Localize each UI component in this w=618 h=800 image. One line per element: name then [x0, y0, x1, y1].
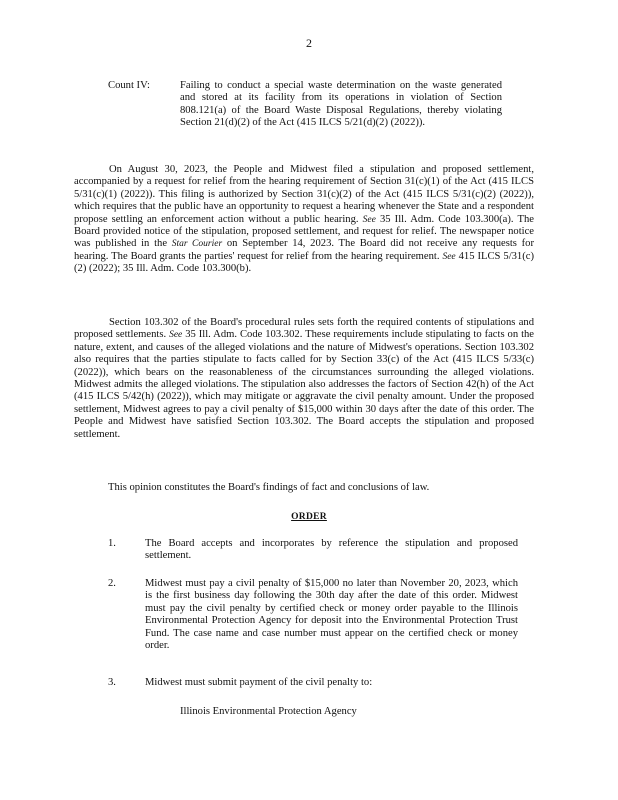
paragraph-filing-text-a: On August 30, 2023, the People and Midwest filed a stipulation and proposed settlement, accompanied by a request for relief from the hearing requirement of Section 31(c)(1) of the Act (415 ILCS 5/31(c)(1) (2022)). This filing is authorized by Section 31(c)(2) of the Act (415 ILCS 5/31(c)(2) (2022)), which requires that the public have an opportunity to request a hearing whenever the State and a respondent propose settling an enforcement action without a public hearing. — [74, 164, 534, 225]
count-text: Failing to conduct a special waste determination on the waste generated and stored at its facility from its operations in violation of Section 808.121(a) of the Board Waste Disposal Regulations, thereby violating Section 21(d)(2) of the Act (415 ILCS 5/21(d)(2) (2022)). — [180, 80, 502, 129]
order-item-number: 3. — [108, 677, 116, 688]
see-citation: See — [169, 330, 183, 341]
paragraph-filing-text-d: 415 ILCS 5/31(c)(2) (2022); 35 Ill. Adm. Code 103.300(b). — [74, 250, 534, 275]
paragraph-opinion: This opinion constitutes the Board's findings of fact and conclusions of law. — [108, 482, 430, 493]
see-citation: See — [362, 214, 376, 225]
count-label: Count IV: — [108, 80, 150, 91]
paragraph-rules-text-b: 35 Ill. Adm. Code 103.302. These requirements include stipulating to facts on the nature, extent, and causes of the alleged violations and the nature of Midwest's operations. Section 103.302 also requires that the parties stipulate to facts called for by Section 33(c) of the Act (415 ILCS 5/33(c) (2022)), which bears on the reasonableness of the circumstances surrounding the alleged violations. Midwest admits the alleged violations. The stipulation also addresses the factors of Section 42(h) of the Act (415 ILCS 5/42(h) (2022)), which may mitigate or aggravate the civil penalty amount. Under the proposed settlement, Midwest agrees to pay a civil penalty of $15,000 within 30 days after the date of this order. The People and Midwest have satisfied Section 103.302. The Board accepts the stipulation and proposed settlement. — [74, 329, 535, 440]
order-item-number: 1. — [108, 538, 116, 549]
order-item-text: Midwest must pay a civil penalty of $15,000 no later than November 20, 2023, which is the first business day following the 30th day after the date of this order. Midwest must pay the civil penalty by certified check or money order payable to the Illinois Environmental Protection Agency for deposit into the Environmental Protection Trust Fund. The case name and case number must appear on the certified check or money order. — [145, 578, 518, 652]
paragraph-rules-text-a: Section 103.302 of the Board's procedural rules sets forth the required contents of stipulations and proposed settlements. — [74, 317, 534, 341]
paragraph-procedural-rules — [74, 317, 534, 441]
order-heading-text: ORDER — [291, 512, 327, 522]
see-citation: See — [442, 251, 456, 262]
order-heading — [0, 511, 618, 523]
paragraph-filing-text-b: 35 Ill. Adm. Code 103.300(a). The Board provided notice of the stipulation, proposed settlement, and request for relief. The newspaper notice was published in the — [74, 213, 534, 250]
order-item-number: 2. — [108, 578, 116, 589]
page-number: 2 — [306, 36, 312, 50]
agency-address-line: Illinois Environmental Protection Agency — [180, 706, 357, 717]
order-item-text: Midwest must submit payment of the civil penalty to: — [145, 677, 373, 688]
paragraph-filing — [74, 164, 534, 276]
newspaper-name: Star Courier — [171, 239, 223, 250]
paragraph-filing-text-c: on September 14, 2023. The Board did not receive any requests for hearing. The Board grants the parties' request for relief from the hearing requirement. — [74, 238, 534, 262]
order-item-text: The Board accepts and incorporates by reference the stipulation and proposed settlement. — [145, 538, 518, 562]
